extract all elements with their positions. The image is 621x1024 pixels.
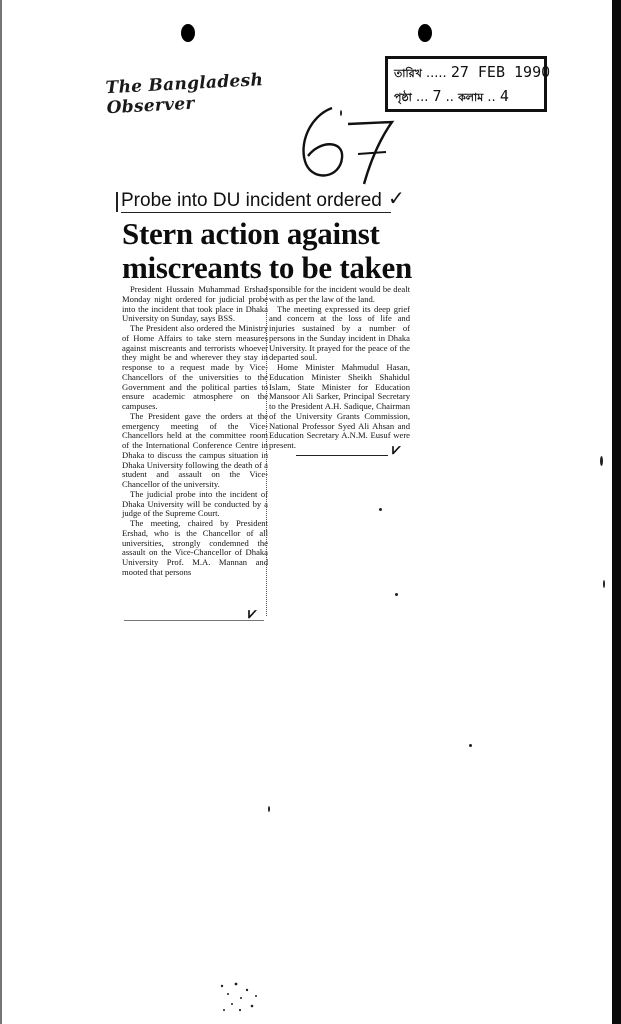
page-right-edge <box>612 0 621 1024</box>
article-column-left <box>122 285 268 578</box>
paragraph: The meeting, chaired by President Ershad, who is the Chancellor of all universities, strongly condemned the assault on the Vice-Chancellor of Dhaka University Prof. M.A. Mannan and mooted that persons <box>122 518 268 577</box>
column-divider <box>266 286 268 616</box>
scan-speck <box>600 456 603 466</box>
paragraph: The meeting expressed its deep grief and concern at the loss of life and injuries sustained by a number of persons in the Sunday incident in Dhaka University. It prayed for the peace of the departed soul. <box>269 303 410 363</box>
scan-speck <box>268 806 270 812</box>
clipping-end-mark-icon: ⩗ <box>392 440 401 458</box>
scan-speck <box>603 580 605 588</box>
stamp-column-label: কলাম <box>458 91 484 104</box>
article-end-rule <box>296 455 388 456</box>
clipping-bottom-edge <box>124 620 264 621</box>
article-kicker: Probe into DU incident ordered <box>121 190 391 213</box>
paragraph: President Hussain Muhammad Ershad Monday night ordered for judicial probe into the incident that took place in Dhaka University on Sunday, says BSS. <box>122 284 268 324</box>
stamp-page-label: পৃষ্ঠা <box>394 91 412 104</box>
archive-stamp <box>385 56 551 112</box>
paragraph: Home Minister Mahmudul Hasan, Education Minister Sheikh Shahidul Islam, State Minister for Education Mansoor Ali Sarker, Principal Secretary to the President A.H. Sadique, Chairman of the University Grants Commission, National Professor Syed Ali Ahsan and Education Secretary A.N.M. Eusuf were present. <box>269 362 410 450</box>
scan-speck <box>395 593 398 596</box>
punch-hole-left <box>181 24 195 42</box>
scan-speck <box>379 508 382 511</box>
handwritten-folio-number <box>292 96 402 186</box>
stamp-page-value: 7 <box>432 87 442 105</box>
stamp-date-value: 27 FEB 1990 <box>450 63 551 81</box>
clipping-mark-icon: ✓ <box>388 186 405 210</box>
stamp-page-row: পৃষ্ঠা ... 7 .. কলাম .. 4 <box>394 87 509 105</box>
stamp-column-value: 4 <box>499 87 509 105</box>
continuation-mark-icon: ⩗ <box>248 604 257 622</box>
scan-speck <box>469 744 472 747</box>
paragraph: The President gave the orders at the emergency meeting of the Vice-Chancellors held at the committee room of the International Conference Centre in Dhaka to discuss the campus situation in Dhaka University following the death of a student and assault on the Vice-Chancellor of the university. <box>122 410 268 489</box>
punch-hole-right <box>418 24 432 42</box>
article-headline <box>122 217 422 285</box>
stamp-date-label: তারিখ <box>394 67 422 80</box>
page-left-edge <box>0 0 2 1024</box>
stamp-date-row: তারিখ ..... 27 FEB 1990 <box>394 63 551 81</box>
article-column-right <box>269 285 410 451</box>
paragraph: sponsible for the incident would be dealt with as per the law of the land. <box>269 284 410 304</box>
scan-speck <box>340 110 342 116</box>
headline-line-1: Stern action against <box>122 216 380 251</box>
paragraph: The President also ordered the Ministry of Home Affairs to take stern measures against miscreants and terrorists whoever they might be and wherever they stay in response to a request made by Vice-Chancellors of the universities to the Government and the political parties to ensure academic atmosphere on the campuses. <box>122 323 268 411</box>
newspaper-masthead: The Bangladesh Observer <box>105 70 264 119</box>
scan-noise-cluster <box>214 976 264 1016</box>
paragraph: The judicial probe into the incident of Dhaka University will be conducted by a judge of the Supreme Court. <box>122 488 268 519</box>
headline-line-2: miscreants to be taken <box>122 250 412 285</box>
